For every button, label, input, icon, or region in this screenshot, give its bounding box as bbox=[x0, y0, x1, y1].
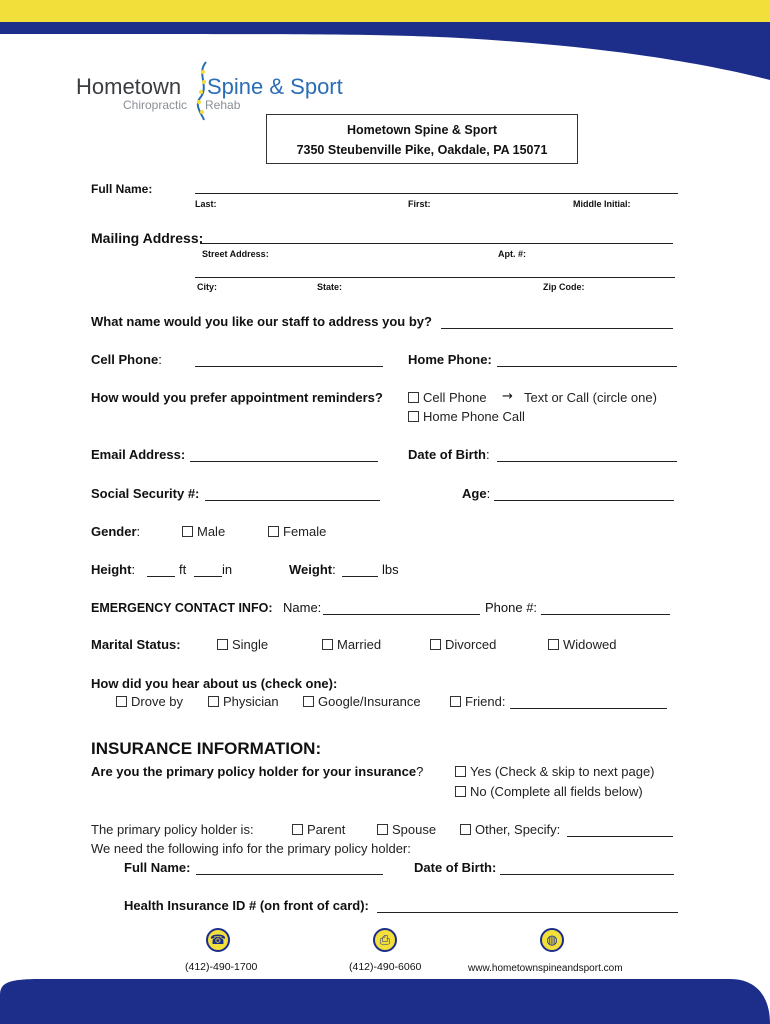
age-label-text: Age bbox=[462, 486, 487, 501]
emergency-phone-field[interactable] bbox=[541, 614, 670, 615]
marital-single-option[interactable] bbox=[217, 637, 268, 653]
phone-icon: ☎ bbox=[206, 928, 230, 952]
marital-widowed-text: Widowed bbox=[563, 637, 617, 652]
marital-divorced-checkbox[interactable] bbox=[430, 639, 441, 650]
logo-sub-rehab: Rehab bbox=[205, 98, 241, 112]
hear-google-checkbox[interactable] bbox=[303, 696, 314, 707]
logo-sub-chiropractic: Chiropractic bbox=[123, 98, 188, 112]
gender-female-text: Female bbox=[283, 524, 327, 539]
reminder-cell-option[interactable] bbox=[408, 390, 487, 406]
ssn-label: Social Security #: bbox=[91, 486, 200, 501]
height-ft-unit: ft bbox=[179, 562, 187, 577]
holder-parent-option[interactable] bbox=[292, 822, 345, 838]
marital-married-text: Married bbox=[337, 637, 382, 652]
date-of-birth-label-text: Date of Birth bbox=[408, 447, 486, 462]
primary-no-checkbox[interactable] bbox=[455, 786, 466, 797]
height-label-text: Height bbox=[91, 562, 132, 577]
holder-spouse-text: Spouse bbox=[392, 822, 437, 837]
gender-label-text: Gender bbox=[91, 524, 137, 539]
reminders-label: How would you prefer appointment reminders? bbox=[91, 390, 383, 405]
age-label bbox=[462, 486, 490, 502]
holder-parent-text: Parent bbox=[307, 822, 346, 837]
primary-yes-option[interactable] bbox=[455, 764, 655, 780]
marital-married-checkbox[interactable] bbox=[322, 639, 333, 650]
city-state-zip-field[interactable] bbox=[195, 277, 675, 278]
reminder-cell-text: Cell Phone bbox=[423, 390, 487, 405]
hear-google-text: Google/Insurance bbox=[318, 694, 421, 709]
height-feet-field[interactable] bbox=[147, 576, 175, 577]
holder-spouse-option[interactable] bbox=[377, 822, 436, 838]
gender-colon: : bbox=[136, 524, 141, 539]
city-label: City: bbox=[197, 282, 217, 292]
reminder-home-text: Home Phone Call bbox=[423, 409, 525, 424]
cell-phone-colon: : bbox=[158, 352, 162, 367]
street-address-label: Street Address: bbox=[202, 249, 269, 259]
bottom-banner bbox=[0, 975, 770, 1024]
marital-divorced-text: Divorced bbox=[445, 637, 497, 652]
cell-phone-label-text: Cell Phone bbox=[91, 352, 159, 367]
marital-single-text: Single bbox=[232, 637, 269, 652]
insurance-heading: INSURANCE INFORMATION: bbox=[91, 739, 322, 758]
age-field[interactable] bbox=[494, 500, 674, 501]
middle-initial-label: Middle Initial: bbox=[573, 199, 631, 209]
need-info-text: We need the following info for the primary policy holder: bbox=[91, 841, 411, 856]
holder-other-option[interactable] bbox=[460, 822, 560, 838]
preferred-name-field[interactable] bbox=[441, 328, 673, 329]
holder-full-name-label: Full Name: bbox=[124, 860, 191, 875]
state-label: State: bbox=[317, 282, 343, 292]
last-label: Last: bbox=[195, 199, 217, 209]
first-label: First: bbox=[408, 199, 431, 209]
gender-male-checkbox[interactable] bbox=[182, 526, 193, 537]
emergency-name-label: Name: bbox=[283, 600, 322, 615]
reminder-home-checkbox[interactable] bbox=[408, 411, 419, 422]
primary-holder-question-mark: ? bbox=[416, 764, 424, 779]
footer-phone: (412)-490-1700 bbox=[185, 961, 258, 973]
holder-full-name-field[interactable] bbox=[196, 874, 383, 875]
hear-friend-text: Friend: bbox=[465, 694, 506, 709]
full-name-label: Full Name: bbox=[91, 182, 153, 196]
date-of-birth-field[interactable] bbox=[497, 461, 677, 462]
health-insurance-id-field[interactable] bbox=[377, 912, 678, 913]
gender-female-checkbox[interactable] bbox=[268, 526, 279, 537]
date-of-birth-colon: : bbox=[486, 447, 490, 462]
arrow-right-icon: → bbox=[502, 389, 513, 404]
mailing-address-label: Mailing Address: bbox=[91, 230, 204, 246]
hear-drove-option[interactable] bbox=[116, 694, 183, 710]
reminder-home-option[interactable] bbox=[408, 409, 525, 425]
hear-friend-option[interactable] bbox=[450, 694, 505, 710]
height-in-unit: in bbox=[222, 562, 233, 577]
email-field[interactable] bbox=[190, 461, 378, 462]
gender-female-option[interactable] bbox=[268, 524, 326, 540]
hear-physician-option[interactable] bbox=[208, 694, 279, 710]
marital-single-checkbox[interactable] bbox=[217, 639, 228, 650]
marital-divorced-option[interactable] bbox=[430, 637, 496, 653]
weight-label-text: Weight bbox=[289, 562, 333, 577]
age-colon: : bbox=[486, 486, 491, 501]
gender-label bbox=[91, 524, 140, 540]
hear-physician-checkbox[interactable] bbox=[208, 696, 219, 707]
primary-holder-question-text: Are you the primary policy holder for your insurance bbox=[91, 764, 417, 779]
fax-icon: ⎙ bbox=[373, 928, 397, 952]
holder-is-label: The primary policy holder is: bbox=[91, 822, 254, 837]
primary-yes-text: Yes (Check & skip to next page) bbox=[470, 764, 655, 779]
hear-friend-checkbox[interactable] bbox=[450, 696, 461, 707]
cell-phone-label bbox=[91, 352, 162, 368]
weight-field[interactable] bbox=[342, 576, 378, 577]
hear-drove-checkbox[interactable] bbox=[116, 696, 127, 707]
address-box bbox=[266, 114, 578, 164]
hear-google-option[interactable] bbox=[303, 694, 421, 710]
home-phone-field[interactable] bbox=[497, 366, 677, 367]
home-phone-label: Home Phone: bbox=[408, 352, 492, 367]
reminder-cell-checkbox[interactable] bbox=[408, 392, 419, 403]
logo-brand-hometown: Hometown bbox=[76, 74, 182, 99]
marital-status-label: Marital Status: bbox=[91, 637, 181, 652]
holder-parent-checkbox[interactable] bbox=[292, 824, 303, 835]
logo-brand-spine-sport: Spine & Sport bbox=[207, 74, 343, 99]
street-address-field[interactable] bbox=[200, 243, 673, 244]
preferred-name-label: What name would you like our staff to address you by? bbox=[91, 314, 432, 329]
holder-other-field[interactable] bbox=[567, 836, 673, 837]
weight-label bbox=[289, 562, 336, 578]
height-colon: : bbox=[131, 562, 136, 577]
primary-no-text: No (Complete all fields below) bbox=[470, 784, 643, 799]
primary-yes-checkbox[interactable] bbox=[455, 766, 466, 777]
primary-holder-question bbox=[91, 764, 423, 780]
emergency-name-field[interactable] bbox=[323, 614, 480, 615]
marital-married-option[interactable] bbox=[322, 637, 381, 653]
cell-phone-field[interactable] bbox=[195, 366, 383, 367]
hear-drove-text: Drove by bbox=[131, 694, 184, 709]
emergency-phone-label: Phone #: bbox=[485, 600, 538, 615]
email-label: Email Address: bbox=[91, 447, 186, 462]
holder-dob-field[interactable] bbox=[500, 874, 674, 875]
gender-male-text: Male bbox=[197, 524, 226, 539]
footer-fax: (412)-490-6060 bbox=[349, 961, 422, 973]
globe-icon: ◍ bbox=[540, 928, 564, 952]
holder-other-text: Other, Specify: bbox=[475, 822, 561, 837]
address-line-1: Hometown Spine & Sport bbox=[347, 123, 497, 137]
logo bbox=[76, 60, 366, 122]
hear-friend-field[interactable] bbox=[510, 708, 667, 709]
weight-lbs-unit: lbs bbox=[382, 562, 399, 577]
holder-dob-label: Date of Birth: bbox=[414, 860, 497, 875]
address-line-2: 7350 Steubenville Pike, Oakdale, PA 15071 bbox=[296, 143, 548, 157]
gender-male-option[interactable] bbox=[182, 524, 225, 540]
full-name-field[interactable] bbox=[195, 193, 678, 194]
marital-widowed-option[interactable] bbox=[548, 637, 616, 653]
health-insurance-id-label: Health Insurance ID # (on front of card): bbox=[124, 898, 369, 913]
height-label bbox=[91, 562, 135, 578]
footer-website: www.hometownspineandsport.com bbox=[468, 963, 623, 974]
hear-about-label: How did you hear about us (check one): bbox=[91, 676, 338, 691]
ssn-field[interactable] bbox=[205, 500, 380, 501]
height-inches-field[interactable] bbox=[194, 576, 222, 577]
emergency-contact-label: EMERGENCY CONTACT INFO: bbox=[91, 601, 273, 615]
date-of-birth-label bbox=[408, 447, 490, 463]
zip-code-label: Zip Code: bbox=[543, 282, 585, 292]
reminder-text-or-call: Text or Call (circle one) bbox=[524, 390, 657, 405]
hear-physician-text: Physician bbox=[223, 694, 279, 709]
marital-widowed-checkbox[interactable] bbox=[548, 639, 559, 650]
primary-no-option[interactable] bbox=[455, 784, 643, 800]
apt-label: Apt. #: bbox=[498, 249, 526, 259]
weight-colon: : bbox=[332, 562, 336, 577]
holder-other-checkbox[interactable] bbox=[460, 824, 471, 835]
holder-spouse-checkbox[interactable] bbox=[377, 824, 388, 835]
